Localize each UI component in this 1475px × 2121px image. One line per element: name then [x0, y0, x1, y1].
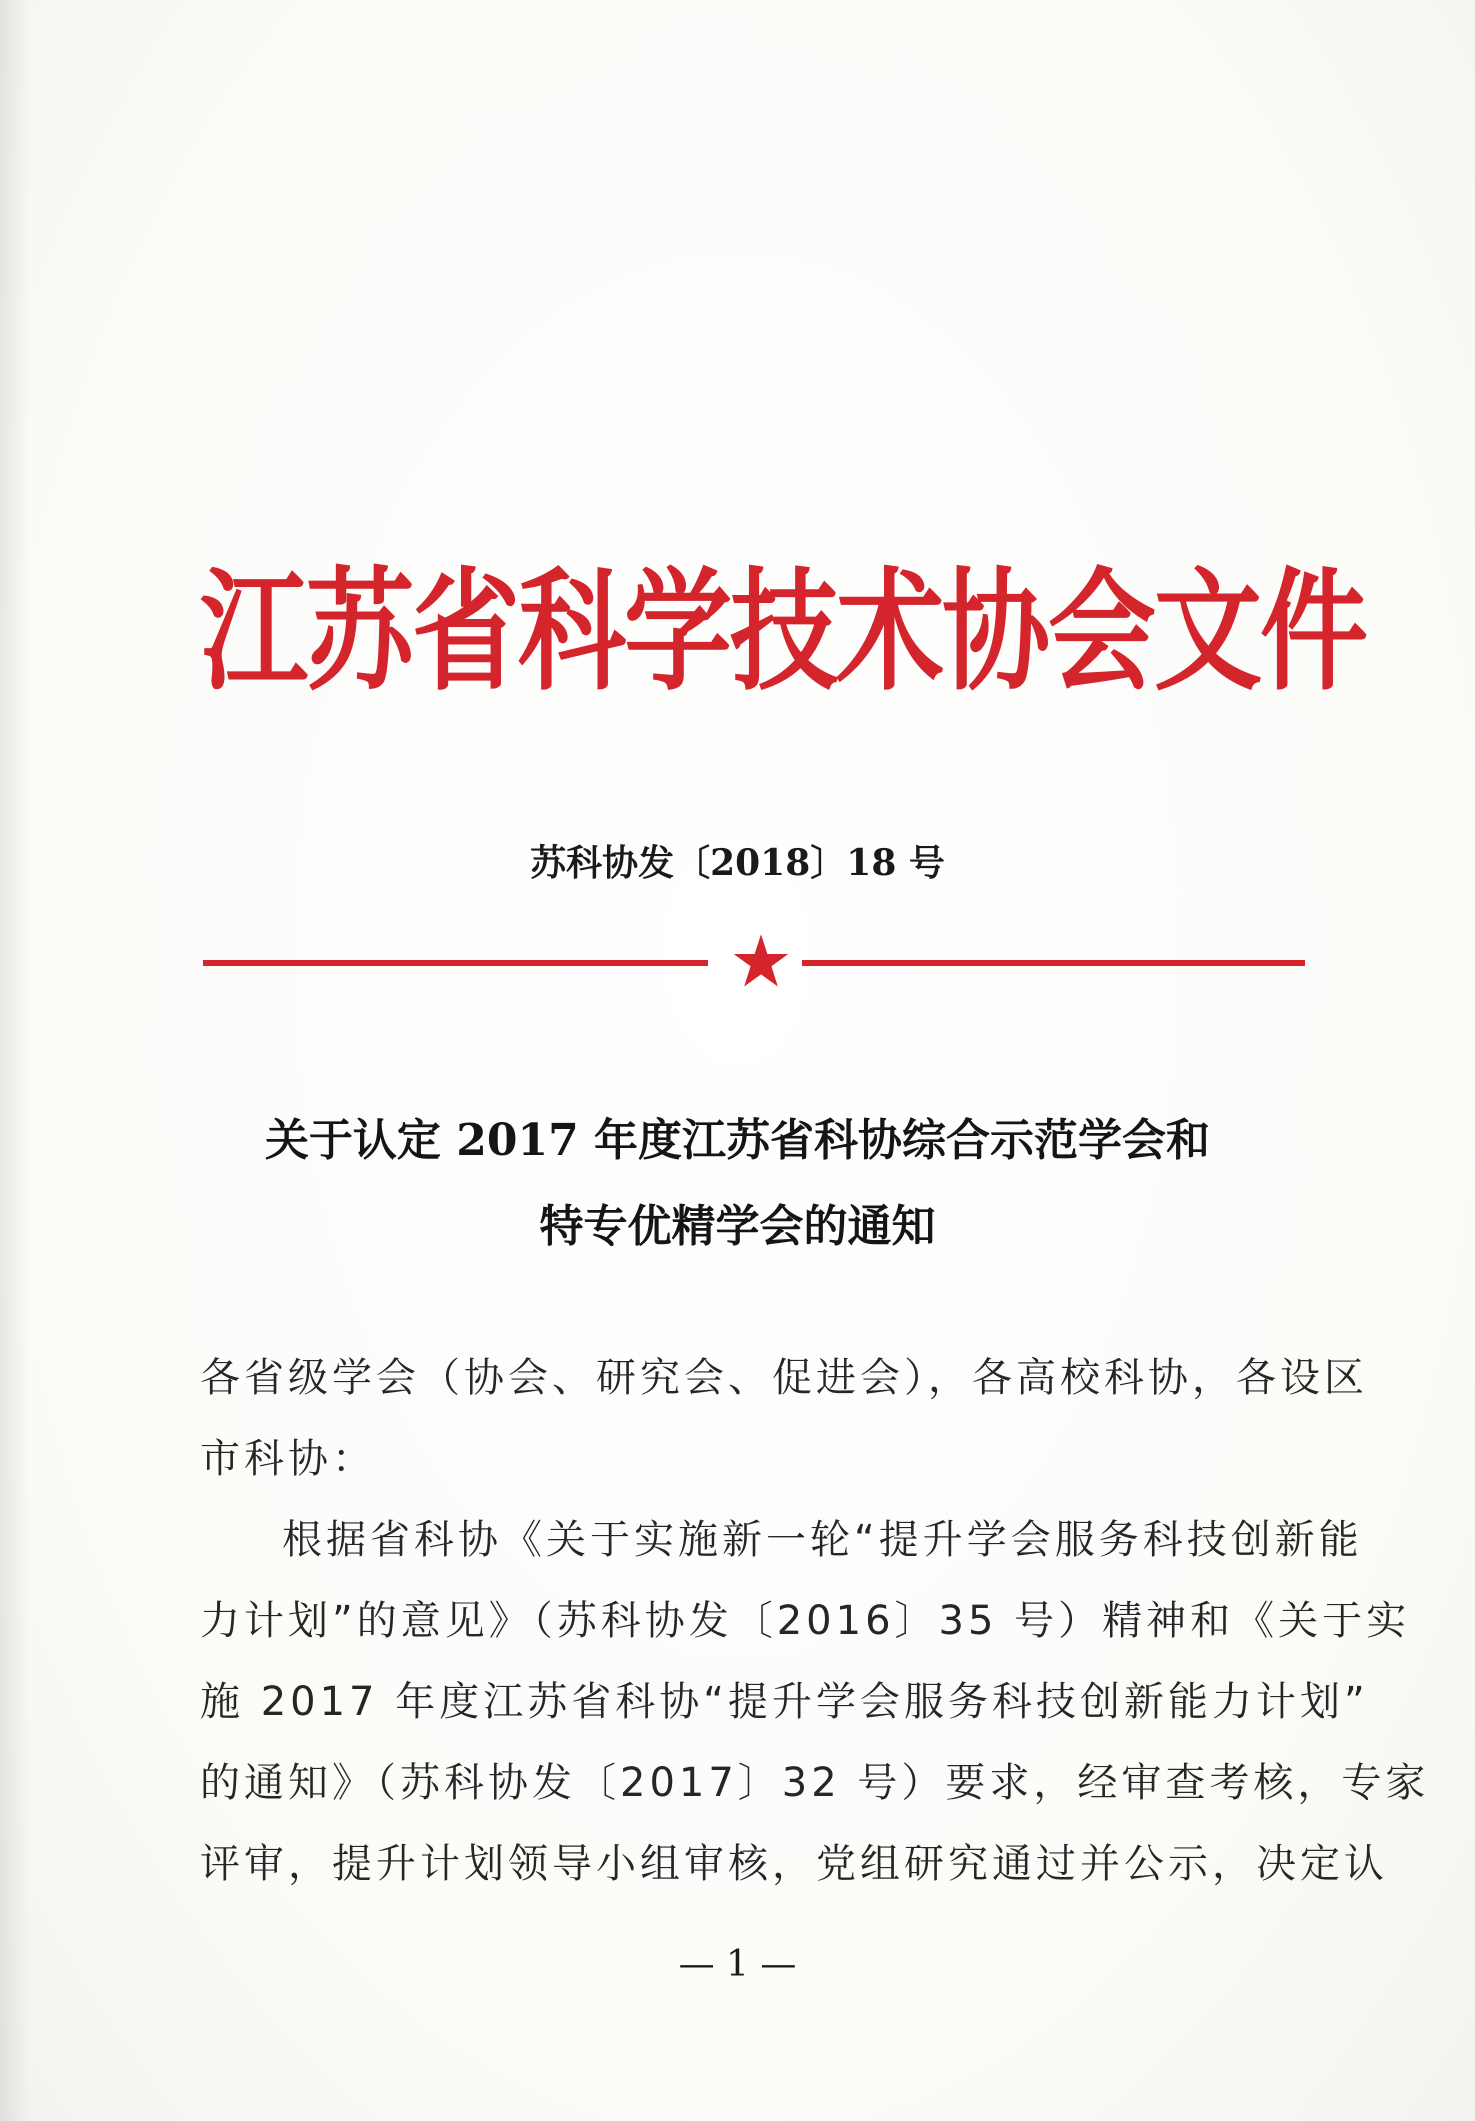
red-star-icon [732, 932, 790, 990]
body-text [200, 1338, 1430, 1905]
paragraph-line-3: 施 2017 年度江苏省科协“提升学会服务科技创新能力计划” [200, 1679, 1369, 1725]
red-divider-right [802, 960, 1305, 966]
paragraph-line-5: 评审，提升计划领导小组审核，党组研究通过并公示，决定认 [200, 1841, 1388, 1887]
issuing-authority-header: 江苏省科学技术协会文件 [200, 556, 1367, 710]
salutation-line-1: 各省级学会（协会、研究会、促进会），各高校科协，各设区 [200, 1355, 1368, 1401]
notice-title [0, 1098, 1475, 1270]
notice-title-line-1: 关于认定 2017 年度江苏省科协综合示范学会和 [264, 1115, 1211, 1166]
scan-edge-shadow [0, 0, 30, 2121]
paragraph-line-2: 力计划”的意见》（苏科协发〔2016〕35 号）精神和《关于实 [200, 1598, 1411, 1644]
paragraph-line-1: 根据省科协《关于实施新一轮“提升学会服务科技创新能 [282, 1517, 1363, 1563]
document-number: 苏科协发〔2018〕18 号 [530, 842, 945, 884]
salutation-line-2: 市科协： [200, 1436, 376, 1482]
page-number: — 1 — [678, 1944, 797, 1985]
notice-title-line-2: 特专优精学会的通知 [539, 1201, 936, 1252]
red-divider-left [203, 960, 708, 966]
paragraph-line-4: 的通知》（苏科协发〔2017〕32 号）要求，经审查考核，专家 [200, 1760, 1430, 1806]
